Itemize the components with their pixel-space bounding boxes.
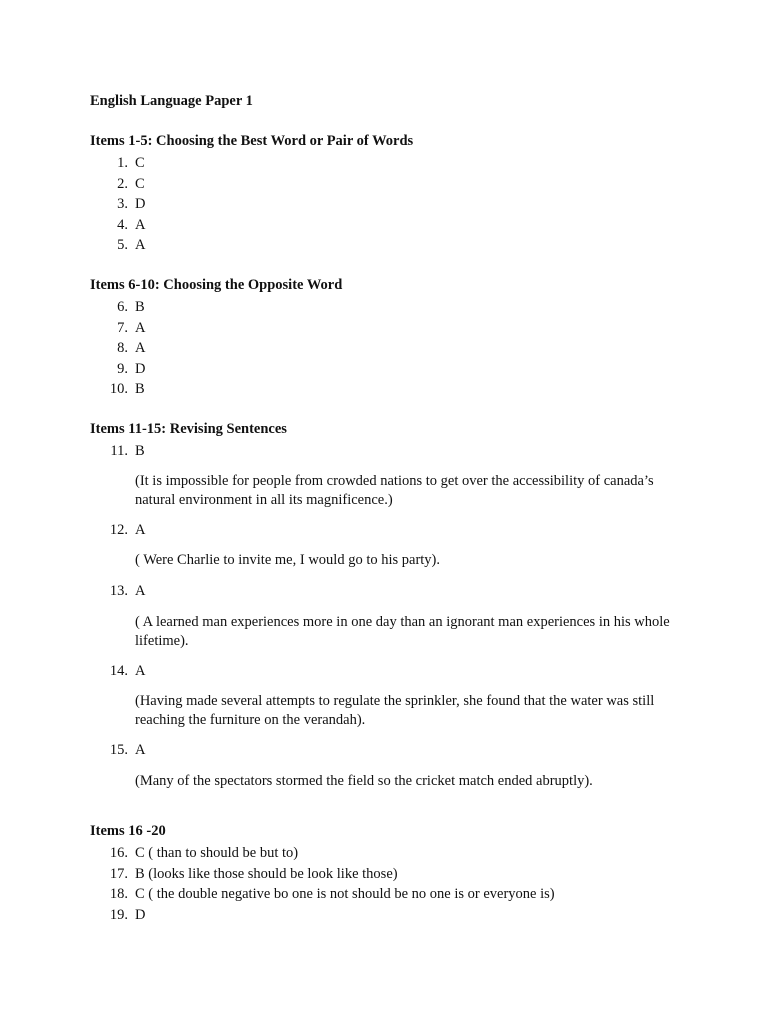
list-item <box>0 740 768 760</box>
list-item <box>0 905 768 926</box>
item-answer: C ( than to should be but to) <box>135 845 299 861</box>
list-item <box>0 235 768 256</box>
item-number: 10. <box>109 381 128 397</box>
item-explanation: ( A learned man experiences more in one day than an ignorant man experiences in his whole lifetime). <box>135 614 670 649</box>
item-number: 6. <box>117 299 128 315</box>
item-number: 12. <box>109 522 128 538</box>
list-item <box>0 661 768 681</box>
list-item <box>0 581 768 601</box>
item-number: 18. <box>109 886 128 902</box>
section-heading-2: Items 6-10: Choosing the Opposite Word <box>90 277 343 293</box>
list-item <box>0 359 768 380</box>
item-answer: A <box>135 237 146 253</box>
item-number: 3. <box>117 196 128 212</box>
list-item <box>0 297 768 318</box>
item-number: 17. <box>109 865 128 882</box>
item-number: 2. <box>117 175 128 192</box>
item-answer: A <box>135 583 146 599</box>
list-item <box>0 843 768 864</box>
item-answer: A <box>135 742 146 758</box>
list-item <box>0 441 768 461</box>
item-answer: B <box>135 299 145 315</box>
item-answer: A <box>135 319 146 336</box>
item-answer: A <box>135 522 146 538</box>
item-number: 14. <box>109 663 128 679</box>
item-answer: B <box>135 381 145 397</box>
item-number: 13. <box>109 583 128 599</box>
item-answer: B <box>135 443 145 459</box>
item-answer: A <box>135 216 146 233</box>
list-item <box>0 379 768 400</box>
section-heading-1: Items 1-5: Choosing the Best Word or Pair of Words <box>90 133 414 149</box>
item-number: 1. <box>117 155 128 171</box>
list-item <box>0 215 768 236</box>
item-number: 11. <box>110 443 128 459</box>
item-number: 19. <box>109 906 128 923</box>
list-item <box>0 194 768 215</box>
section-heading-3: Items 11-15: Revising Sentences <box>90 421 287 437</box>
item-answer: A <box>135 663 146 679</box>
answer-list-2 <box>0 297 768 400</box>
list-item <box>0 338 768 359</box>
list-item <box>0 174 768 195</box>
item-answer: C ( the double negative bo one is not should be no one is or everyone is) <box>135 886 555 902</box>
item-answer: A <box>135 340 146 356</box>
item-number: 16. <box>109 845 128 861</box>
item-number: 7. <box>117 319 128 336</box>
item-answer: C <box>135 155 145 171</box>
item-explanation: (Many of the spectators stormed the field so the cricket match ended abruptly). <box>135 773 593 789</box>
list-item <box>0 864 768 885</box>
item-answer: D <box>135 360 146 377</box>
item-answer: C <box>135 175 145 192</box>
item-number: 5. <box>117 237 128 253</box>
section-heading-4: Items 16 -20 <box>90 823 166 839</box>
document-title: English Language Paper 1 <box>90 93 253 109</box>
item-explanation: (Having made several attempts to regulate the sprinkler, she found that the water was still reaching the furniture on the verandah). <box>135 693 655 728</box>
item-explanation: (It is impossible for people from crowded nations to get over the accessibility of canada’s natural environment in all its magnificence.) <box>135 473 654 508</box>
item-answer: D <box>135 196 146 212</box>
item-number: 4. <box>117 216 128 233</box>
item-answer: D <box>135 906 146 923</box>
item-number: 15. <box>109 742 128 758</box>
item-explanation: ( Were Charlie to invite me, I would go to his party). <box>135 552 441 568</box>
answer-list-1 <box>0 153 768 256</box>
list-item <box>0 520 768 540</box>
item-number: 8. <box>117 340 128 356</box>
item-answer: B (looks like those should be look like those) <box>135 865 398 882</box>
list-item <box>0 153 768 174</box>
item-number: 9. <box>117 360 128 377</box>
list-item <box>0 884 768 905</box>
answer-list-4 <box>0 843 768 925</box>
list-item <box>0 318 768 339</box>
